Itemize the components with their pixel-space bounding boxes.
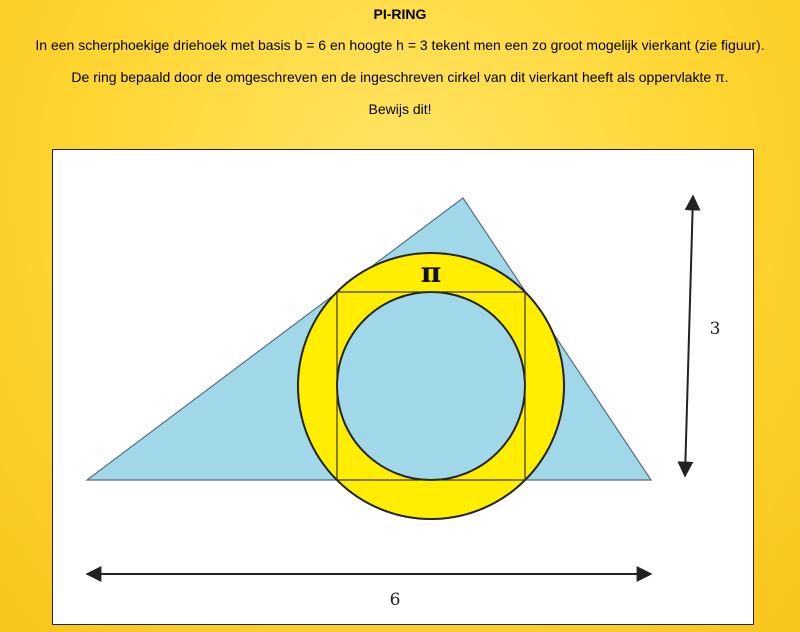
page-title: PI-RING — [373, 6, 427, 22]
base-label: 6 — [389, 590, 401, 610]
problem-text-line-1: In een scherphoekige driehoek met basis b = 6 en hoogte h = 3 tekent men een zo groot mogelijk vierkant (zie figuur). — [35, 37, 765, 53]
problem-text-line-2: De ring bepaald door de omgeschreven en de ingeschreven cirkel van dit vierkant heeft als oppervlakte π. — [71, 69, 729, 85]
ring-label: π — [420, 256, 442, 289]
height-arrow — [685, 196, 693, 476]
inscribed-circle — [337, 292, 525, 480]
problem-text-line-3: Bewijs dit! — [368, 101, 432, 117]
height-label: 3 — [709, 319, 721, 339]
figure-canvas — [53, 150, 755, 626]
geometry-figure — [52, 149, 754, 625]
